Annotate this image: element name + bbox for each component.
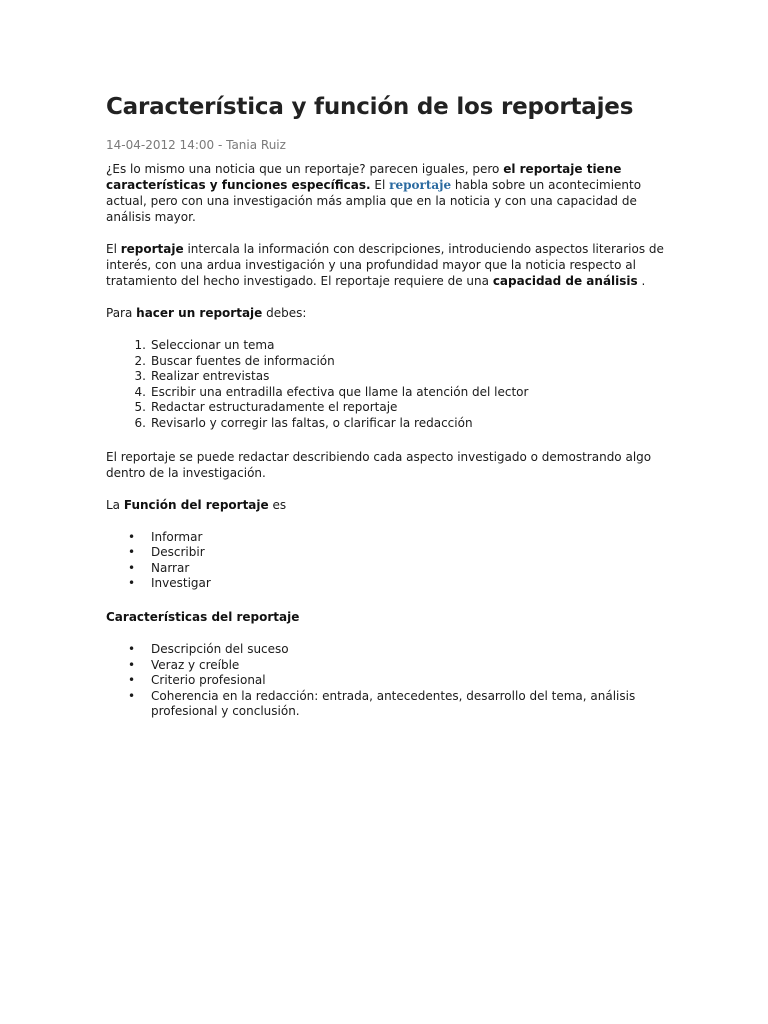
list-item: [106, 673, 676, 689]
article-meta: 14-04-2012 14:00 - Tania Ruiz: [106, 138, 286, 152]
list-number: 1.: [134, 338, 146, 352]
article-title: Característica y función de los reportajes: [106, 94, 634, 120]
list-item: [106, 561, 676, 577]
p3-bold: hacer un reportaje: [136, 306, 263, 320]
article: [106, 86, 676, 720]
caracteristicas-heading: [106, 609, 676, 625]
list-item: [106, 385, 676, 401]
list-item: [106, 642, 676, 658]
list-number: 3.: [134, 369, 146, 384]
bullet-icon: •: [128, 641, 136, 656]
list-item-text: Seleccionar un tema: [151, 338, 275, 352]
p5-bold: Función del reportaje: [123, 497, 269, 512]
bullet-icon: •: [128, 657, 136, 672]
p2-bold-2: capacidad de análisis: [492, 274, 638, 288]
intro-text-1: ¿Es lo mismo una noticia que un reportaje? parecen iguales, pero: [106, 162, 504, 176]
list-item-text: Criterio profesional: [151, 673, 266, 688]
list-number: 5.: [134, 400, 146, 415]
p5-text-2: es: [268, 497, 287, 512]
steps-intro: [106, 305, 676, 321]
bullet-icon: •: [128, 529, 136, 544]
list-item-text: Buscar fuentes de información: [151, 353, 335, 368]
list-item: [106, 338, 676, 354]
list-item-text: Coherencia en la redacción: entrada, antecedentes, desarrollo del tema, análisis profesional y conclusión.: [151, 688, 636, 719]
p6-bold: Características del reportaje: [106, 609, 300, 624]
list-item: [106, 689, 676, 720]
bullet-icon: •: [128, 673, 136, 688]
p2-text-1: El: [106, 242, 121, 256]
bullet-icon: •: [128, 688, 136, 703]
list-item: [106, 530, 676, 546]
list-item-text: Veraz y creíble: [151, 657, 240, 672]
list-item-text: Describir: [151, 545, 205, 560]
list-number: 4.: [134, 384, 146, 399]
p3-text-2: debes:: [262, 306, 307, 320]
list-item-text: Investigar: [151, 576, 211, 591]
p5-text-1: La: [106, 497, 124, 512]
list-item-text: Narrar: [151, 560, 190, 575]
intro-text-3: habla sobre un acontecimiento actual, pero con una investigación más amplia que en la noticia y con una capacidad de análisis mayor.: [106, 178, 642, 224]
list-item-text: Realizar entrevistas: [151, 369, 270, 384]
steps-list: [106, 338, 676, 432]
p2-text-3: .: [637, 274, 646, 288]
p2-text-2: intercala la información con descripciones, introduciendo aspectos literarios de interés, con una ardua investigación y una profundidad mayor que la noticia respecto al tratamiento del hecho investigado. El reportaje requiere de una: [106, 242, 664, 288]
list-item: [106, 545, 676, 561]
list-item: [106, 354, 676, 370]
list-item-text: Informar: [151, 529, 203, 544]
list-item: [106, 416, 676, 432]
list-item-text: Descripción del suceso: [151, 641, 289, 656]
caracteristicas-list: [106, 642, 676, 720]
list-number: 2.: [134, 353, 146, 368]
funcion-intro: [106, 497, 676, 513]
list-number: 6.: [134, 415, 146, 430]
p3-text-1: Para: [106, 306, 137, 320]
bullet-icon: •: [128, 560, 136, 575]
reportaje-paragraph: [106, 241, 676, 289]
list-item: [106, 658, 676, 674]
list-item: [106, 576, 676, 592]
intro-text-2: El: [370, 178, 390, 192]
reportaje-link[interactable]: reportaje: [389, 178, 452, 192]
funciones-list: [106, 530, 676, 592]
redaccion-paragraph: El reportaje se puede redactar describiendo cada aspecto investigado o demostrando algo dentro de la investigación.: [106, 449, 652, 480]
list-item: [106, 369, 676, 385]
intro-paragraph: [106, 161, 676, 225]
intro-bold: el reportaje tiene características y funciones específicas.: [106, 162, 622, 192]
bullet-icon: •: [128, 576, 136, 591]
list-item-text: Escribir una entradilla efectiva que llame la atención del lector: [151, 384, 529, 399]
list-item-text: Redactar estructuradamente el reportaje: [151, 400, 398, 415]
list-item-text: Revisarlo y corregir las faltas, o clarificar la redacción: [151, 415, 473, 430]
p2-bold-1: reportaje: [120, 242, 184, 256]
bullet-icon: •: [128, 545, 136, 560]
list-item: [106, 400, 676, 416]
